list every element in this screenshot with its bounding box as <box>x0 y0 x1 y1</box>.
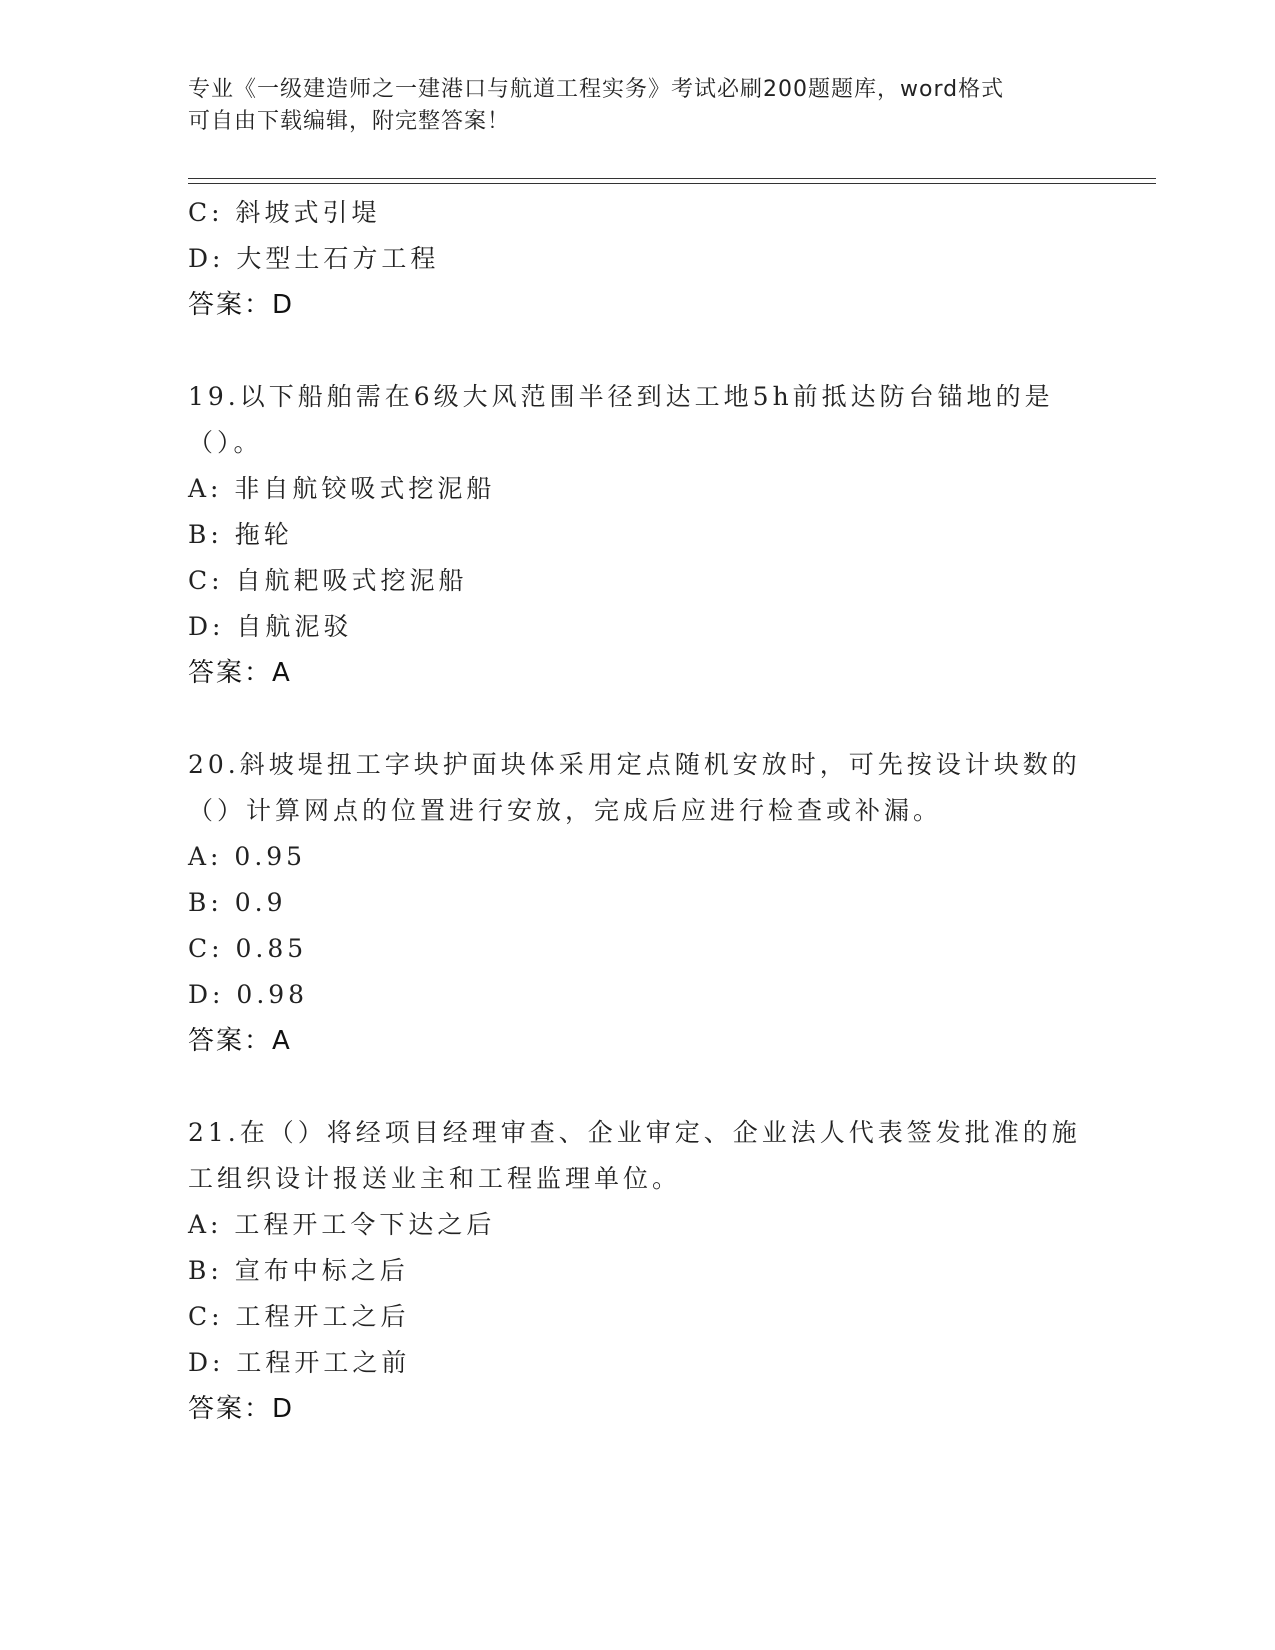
option-a: A: 非自航铰吸式挖泥船 <box>188 474 496 503</box>
question-stem: 20.斜坡堤扭工字块护面块体采用定点随机安放时，可先按设计块数的 <box>188 750 1081 779</box>
answer-line: 答案：A <box>188 1026 292 1056</box>
option-c: C: 自航耙吸式挖泥船 <box>188 566 468 595</box>
answer-line: 答案：D <box>188 1394 295 1424</box>
question-19 <box>188 374 1108 696</box>
header-title-line1: 专业《一级建造师之一建港口与航道工程实务》考试必刷200题题库，word格式 <box>188 77 1005 102</box>
option-d: D: 自航泥驳 <box>188 612 353 641</box>
question-stem: 19.以下船舶需在6级大风范围半径到达工地5h前抵达防台锚地的是 <box>188 382 1054 411</box>
header-divider-bottom <box>188 183 1156 184</box>
question-list <box>188 190 1108 1432</box>
question-18 <box>188 190 1108 328</box>
spacer <box>188 328 1108 374</box>
option-d: D: 工程开工之前 <box>188 1348 411 1377</box>
option-c: C: 斜坡式引堤 <box>188 198 381 227</box>
spacer <box>188 696 1108 742</box>
option-b: B: 拖轮 <box>188 520 293 549</box>
document-header <box>188 74 1088 138</box>
question-stem-cont: （）计算网点的位置进行安放，完成后应进行检查或补漏。 <box>188 796 943 825</box>
option-a: A: 工程开工令下达之后 <box>188 1210 496 1239</box>
option-c: C: 0.85 <box>188 934 308 963</box>
option-c: C: 工程开工之后 <box>188 1302 410 1331</box>
option-b: B: 宣布中标之后 <box>188 1256 409 1285</box>
question-20 <box>188 742 1108 1064</box>
option-d: D: 大型土石方工程 <box>188 244 440 273</box>
header-divider-top <box>188 178 1156 179</box>
question-21 <box>188 1110 1108 1432</box>
spacer <box>188 1064 1108 1110</box>
question-stem-cont: （）。 <box>188 428 263 457</box>
option-a: A: 0.95 <box>188 842 307 871</box>
answer-line: 答案：D <box>188 290 295 320</box>
option-d: D: 0.98 <box>188 980 309 1009</box>
answer-line: 答案：A <box>188 658 292 688</box>
question-stem-cont: 工组织设计报送业主和工程监理单位。 <box>188 1164 682 1193</box>
option-b: B: 0.9 <box>188 888 287 917</box>
header-title-line2: 可自由下载编辑，附完整答案！ <box>188 109 511 134</box>
question-stem: 21.在（）将经项目经理审查、企业审定、企业法人代表签发批准的施 <box>188 1118 1081 1147</box>
